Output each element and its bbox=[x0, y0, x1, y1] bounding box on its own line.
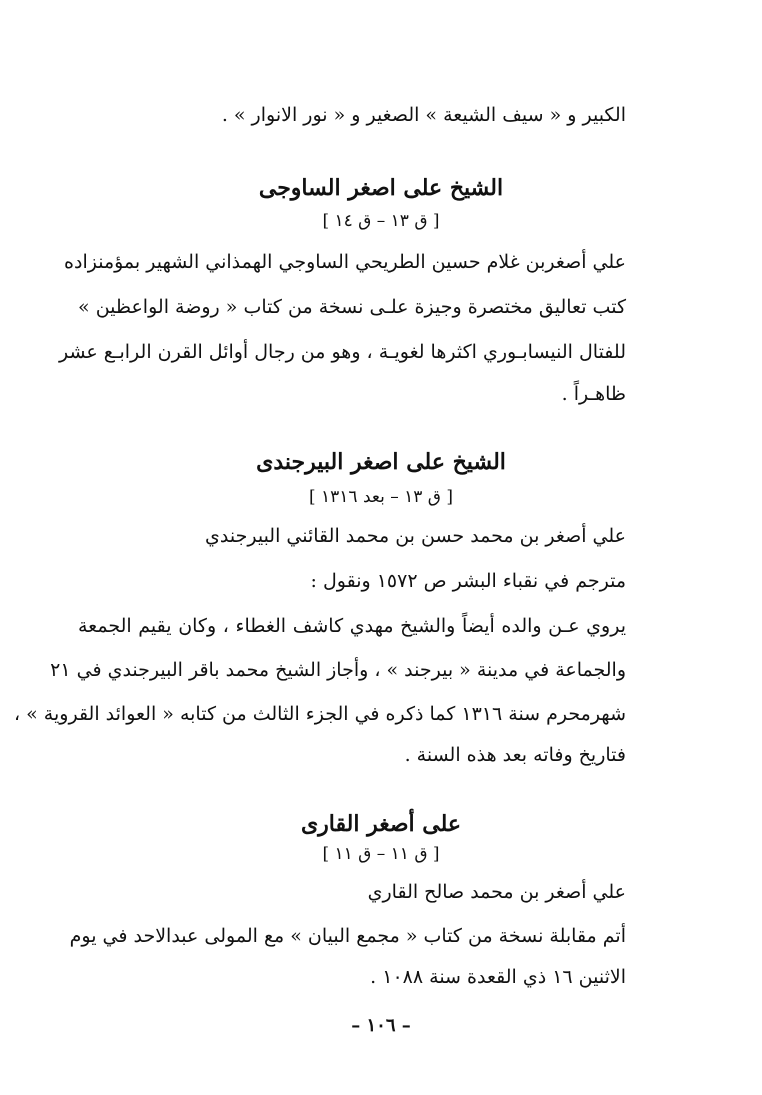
entry-dates: [ ق ١٣ – ق ١٤ ] bbox=[322, 211, 440, 231]
entry-text-line: أتم مقابلة نسخة من كتاب « مجمع البيان » مع المولى عبدالاحد في يوم bbox=[69, 925, 626, 947]
entry-text-line: علي أصغربن غلام حسين الطريحي الساوجي الهمذاني الشهير بمؤمنزاده bbox=[64, 251, 626, 273]
entry-text-line: والجماعة في مدينة « بيرجند » ، وأجاز الشيخ محمد باقر البيرجندي في ٢١ bbox=[50, 659, 626, 681]
entry-dates: [ ق ١٣ – بعد ١٣١٦ ] bbox=[308, 487, 454, 507]
entry-text-line: فتاريخ وفاته بعد هذه السنة . bbox=[404, 744, 626, 766]
entry-text-line: مترجم في نقباء البشر ص ١٥٧٢ ونقول : bbox=[310, 570, 626, 592]
entry-heading: الشيخ على اصغر البيرجندى bbox=[256, 449, 506, 475]
entry-text-line: كتب تعاليق مختصرة وجيزة علـى نسخة من كتاب « روضة الواعظين » bbox=[78, 296, 626, 318]
entry-text-line: شهرمحرم سنة ١٣١٦ كما ذكره في الجزء الثالث من كتابه « العوائد القروية » ، bbox=[13, 703, 626, 725]
entry-heading: الشيخ على اصغر الساوجى bbox=[258, 175, 504, 201]
page-number: – ١٠٦ – bbox=[351, 1015, 411, 1036]
intro-line: الكبير و « سيف الشيعة » الصغير و « نور الانوار » . bbox=[221, 104, 626, 126]
entry-text-line: ظاهـراً . bbox=[561, 383, 626, 405]
entry-text-line: الاثنين ١٦ ذي القعدة سنة ١٠٨٨ . bbox=[370, 966, 626, 988]
entry-text-line: للفتال النيسابـوري اكثرها لغويـة ، وهو من رجال أوائل القرن الرابـع عشر bbox=[59, 341, 626, 363]
entry-text-line: علي أصغر بن محمد صالح القاري bbox=[367, 881, 626, 903]
entry-text-line: يروي عـن والده أيضاً والشيخ مهدي كاشف الغطاء ، وكان يقيم الجمعة bbox=[78, 615, 626, 637]
entry-heading: على أصغر القارى bbox=[300, 811, 462, 837]
entry-dates: [ ق ١١ – ق ١١ ] bbox=[322, 844, 440, 864]
entry-text-line: علي أصغر بن محمد حسن بن محمد القائني البيرجندي bbox=[205, 525, 626, 547]
